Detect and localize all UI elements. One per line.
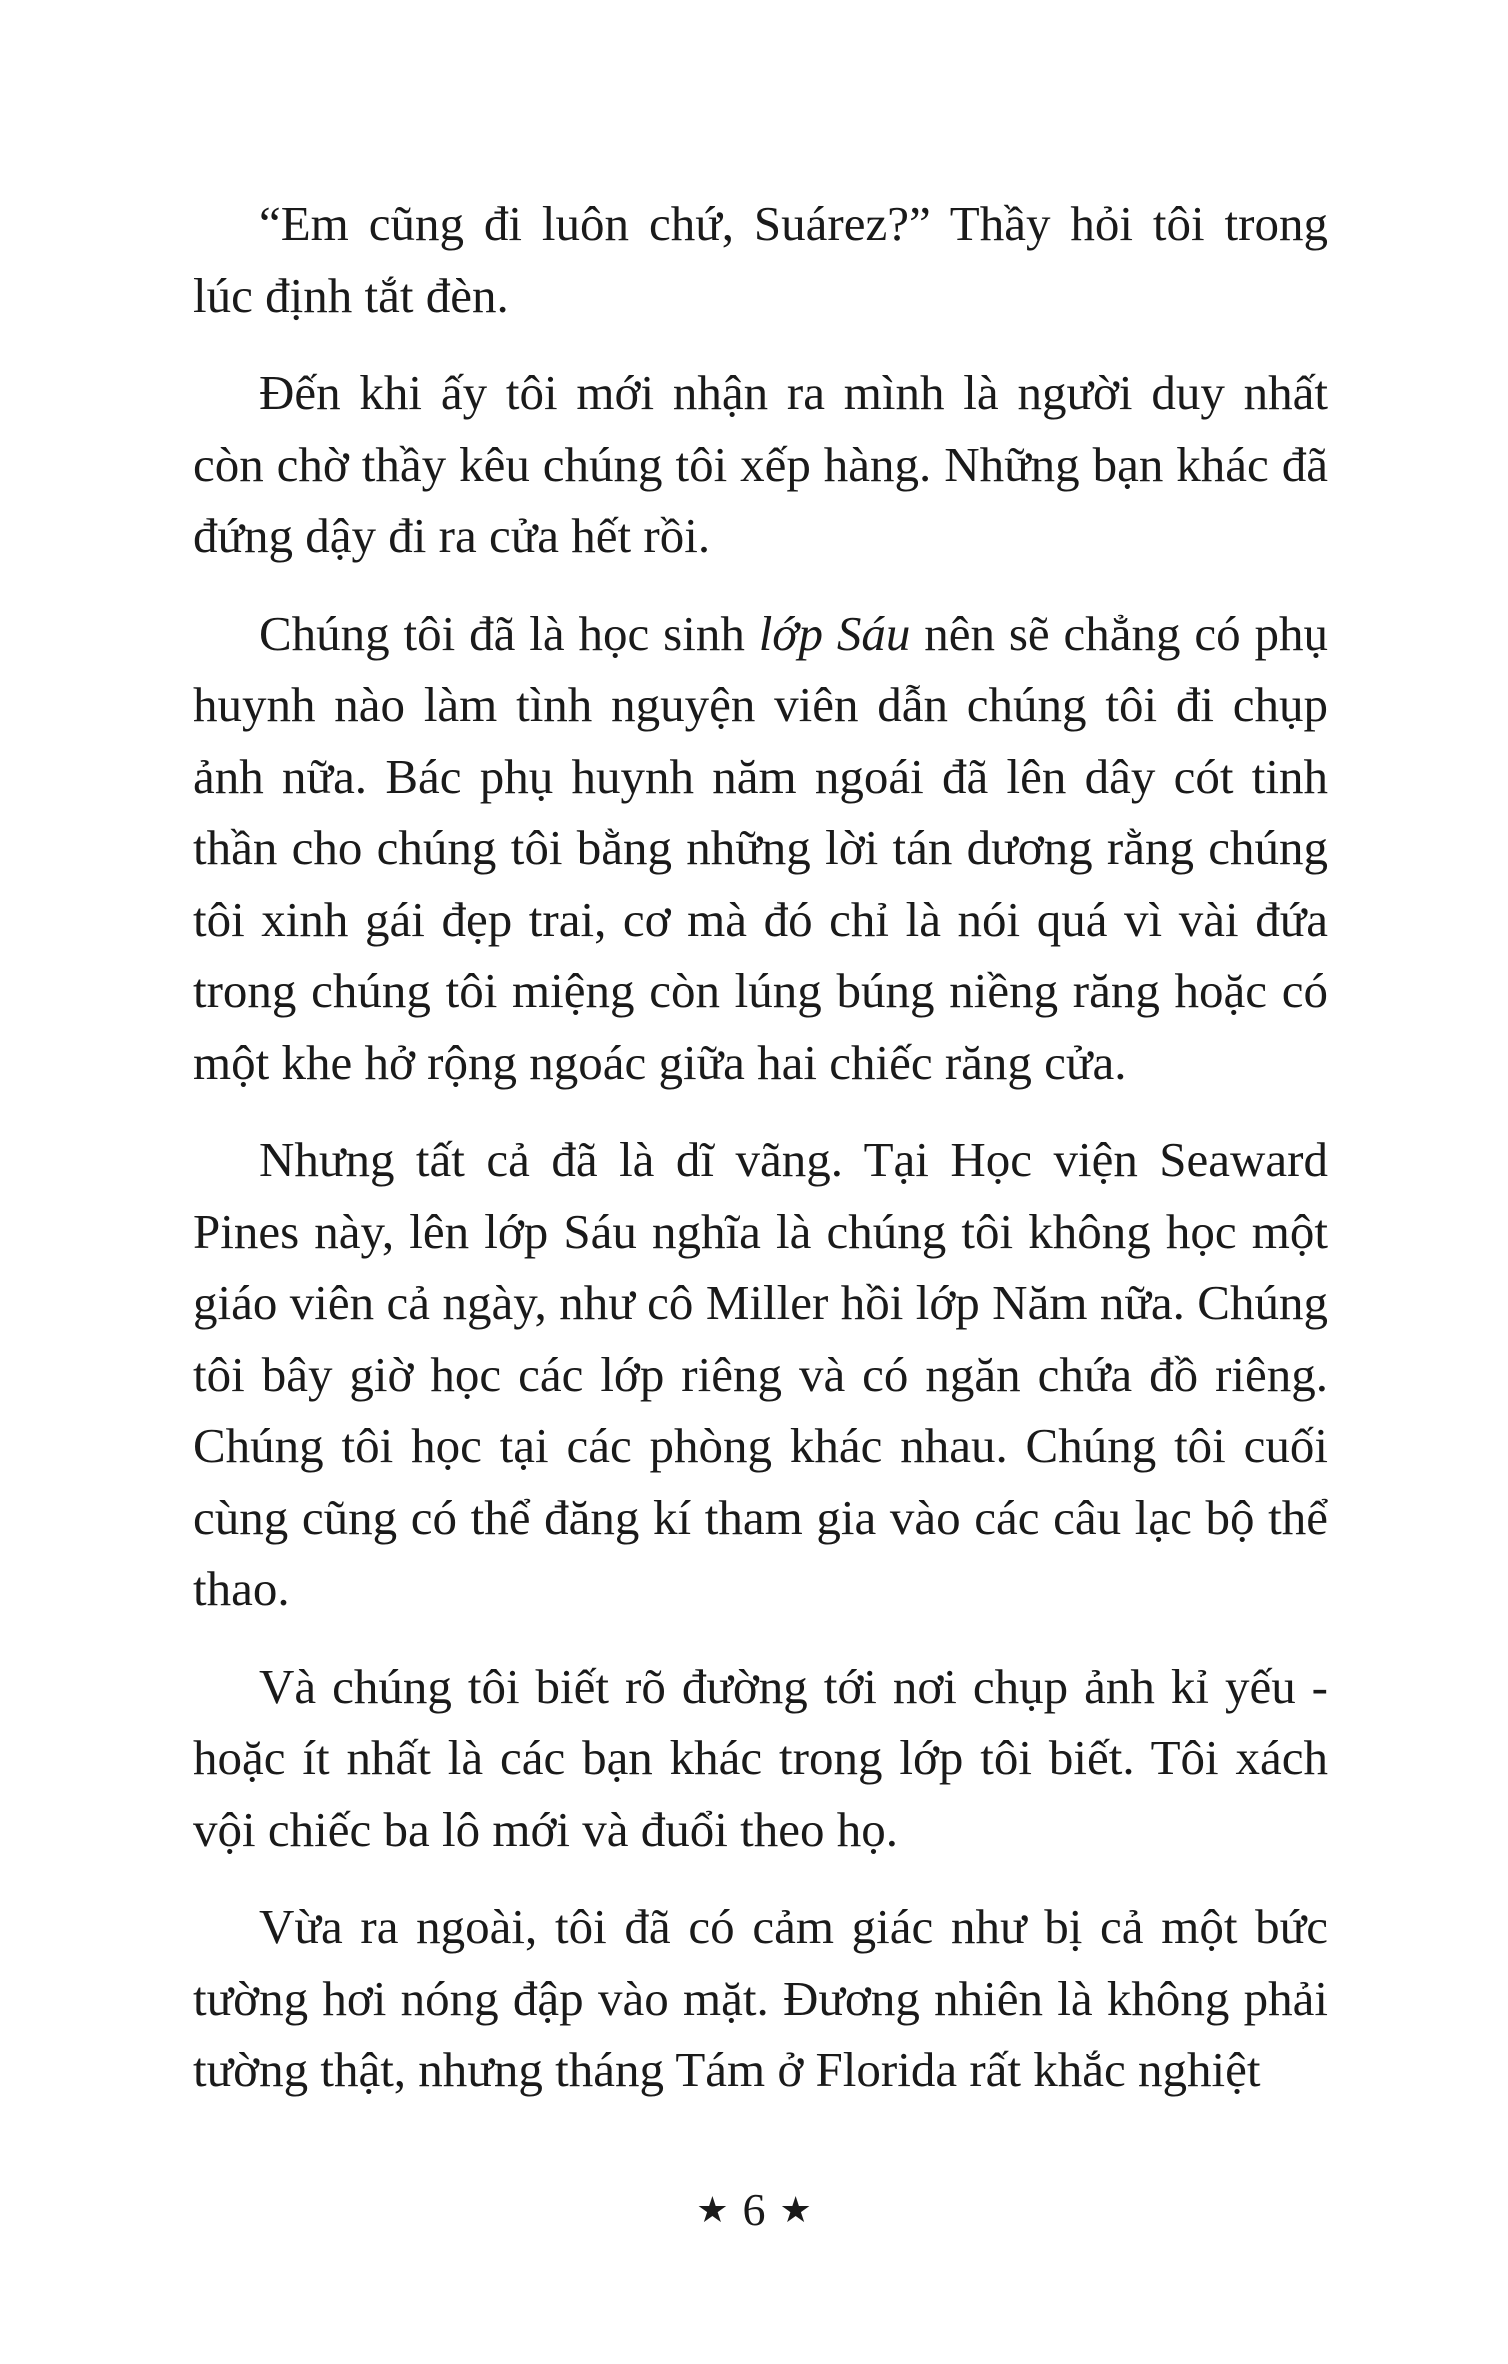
paragraph-6: Vừa ra ngoài, tôi đã có cảm giác như bị cả một bức tường hơi nóng đập vào mặt. Đương nhiên là không phải tường thật, nhưng tháng Tám ở Florida rất khắc nghiệt <box>193 1899 1328 2097</box>
paragraph-3-lead: Chúng tôi đã là học sinh <box>259 605 759 661</box>
star-right-icon: ★ <box>779 2190 812 2230</box>
page-number: 6 <box>742 2184 766 2235</box>
page-footer <box>0 2180 1508 2240</box>
paragraph-3 <box>193 598 1328 1099</box>
italic-phrase: lớp Sáu <box>758 605 911 661</box>
paragraph-1: “Em cũng đi luôn chứ, Suárez?” Thầy hỏi tôi trong lúc định tắt đèn. <box>193 196 1328 323</box>
star-left-icon: ★ <box>696 2190 729 2230</box>
paragraph-3-rest: nên sẽ chẳng có phụ huynh nào làm tình nguyện viên dẫn chúng tôi đi chụp ảnh nữa. Bác phụ huynh năm ngoái đã lên dây cót tinh thần cho chúng tôi bằng những lời tán dương rằng chúng tôi xinh gái đẹp trai, cơ mà đó chỉ là nói quá vì vài đứa trong chúng tôi miệng còn lúng búng niềng răng hoặc có một khe hở rộng ngoác giữa hai chiếc răng cửa. <box>193 605 1329 1090</box>
paragraph-2: Đến khi ấy tôi mới nhận ra mình là người duy nhất còn chờ thầy kêu chúng tôi xếp hàng. Những bạn khác đã đứng dậy đi ra cửa hết rồi. <box>193 365 1328 563</box>
paragraph-4: Nhưng tất cả đã là dĩ vãng. Tại Học viện Seaward Pines này, lên lớp Sáu nghĩa là chúng tôi không học một giáo viên cả ngày, như cô Miller hồi lớp Năm nữa. Chúng tôi bây giờ học các lớp riêng và có ngăn chứa đồ riêng. Chúng tôi học tại các phòng khác nhau. Chúng tôi cuối cùng cũng có thể đăng kí tham gia vào các câu lạc bộ thể thao. <box>193 1132 1328 1616</box>
paragraph-5: Và chúng tôi biết rõ đường tới nơi chụp ảnh kỉ yếu - hoặc ít nhất là các bạn khác trong lớp tôi biết. Tôi xách vội chiếc ba lô mới và đuổi theo họ. <box>193 1658 1328 1857</box>
body-text <box>193 188 1328 2132</box>
